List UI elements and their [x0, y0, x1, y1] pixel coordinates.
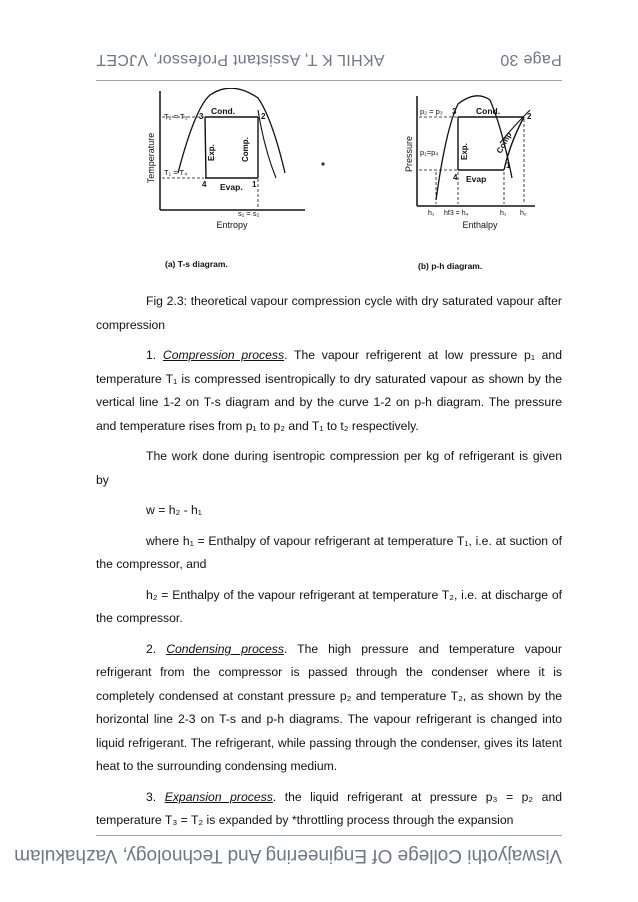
ph-ylabel: Pressure — [404, 135, 414, 173]
para-where: where h₁ = Enthalpy of vapour refrigerant at temperature T₁, i.e. at suction of the compressor, and — [96, 533, 562, 571]
ts-exp-label: Exp. — [207, 144, 216, 161]
header-page-number: Page 30 — [500, 51, 562, 68]
ts-cond-label: Cond. — [211, 106, 236, 116]
ph-label-p1p4: p₁=p₄ — [420, 148, 439, 157]
ph-hf3h4-label: hf3 = h₄ — [444, 210, 469, 217]
ph-point-4: 4 — [453, 173, 458, 182]
ts-diagram — [146, 88, 305, 269]
ph-h2-label: h₂ — [520, 210, 527, 217]
diagram-svg — [140, 88, 550, 273]
para-compression — [96, 344, 562, 438]
ph-comp-label: Comp — [494, 130, 514, 155]
footer-college: Viswajyothi College Of Engineering And Technology, Vazhakulam — [14, 845, 562, 866]
ts-point-4: 4 — [202, 180, 207, 189]
para-condensing — [96, 638, 562, 779]
ph-point-2: 2 — [527, 112, 532, 121]
cycle-figure — [140, 88, 550, 273]
ph-cond-label: Cond. — [476, 106, 501, 116]
para-condensing-title: Condensing process — [166, 641, 284, 656]
ts-caption: (a) T-s diagram. — [165, 259, 228, 269]
ts-point-1: 1 — [252, 180, 257, 189]
para-expansion — [96, 786, 562, 833]
ts-s1s2-label: s₁ = s₂ — [238, 209, 260, 218]
para-compression-num: 1. — [146, 348, 157, 362]
ph-xlabel: Enthalpy — [462, 220, 498, 230]
ts-saturation-dome — [178, 88, 285, 173]
page-footer — [14, 835, 562, 878]
ph-caption: (b) p-h diagram. — [418, 261, 483, 271]
ph-point-1: 1 — [506, 161, 511, 170]
ts-ylabel: Temperature — [146, 132, 156, 184]
para-expansion-title: Expansion process — [164, 789, 273, 804]
stray-dot — [321, 162, 324, 165]
para-h2-def: h₂ = Enthalpy of the vapour refrigerant at temperature T₂, i.e. at discharge of the compressor. — [96, 587, 562, 625]
ph-evap-label: Evap — [466, 174, 487, 184]
ph-h1-label: h₁ — [428, 210, 435, 217]
ts-comp-label: Comp. — [241, 137, 250, 162]
ph-label-p2p3: p₂ = p₃ — [420, 107, 443, 116]
ph-h1b-label: h₁ — [500, 210, 507, 217]
ts-line-3-4 — [205, 117, 206, 178]
ph-point-3: 3 — [452, 107, 457, 116]
para-condensing-body: . The high pressure and temperature vapour refrigerant from the compressor is passed through the condenser where it is completely condensed at constant pressure p₂ and temperature T₂, as shown by the horizontal line 2-3 on T-s and p-h diagrams. The vapour refrigerant is changed into liquid refrigerant. The refrigerant, while passing through the condenser, gives its latent heat to the surrounding condensing medium. — [96, 641, 562, 773]
para-work: The work done during isentropic compression per kg of refrigerant is given by — [96, 449, 562, 487]
ts-xlabel: Entropy — [216, 220, 248, 230]
para-condensing-num: 2. — [146, 641, 157, 656]
body-text — [96, 290, 562, 840]
para-compression-title: Compression process — [162, 348, 285, 362]
para-expansion-num: 3. — [146, 789, 157, 804]
ts-evap-label: Evap. — [220, 182, 243, 192]
para-expansion-body: . the liquid refrigerant at pressure p₃ = p₂ and temperature T₃ = T₂ is expanded by *throttling process through the expansion — [96, 789, 562, 827]
figure-caption: Fig 2.3: theoretical vapour compression cycle with dry saturated vapour after compression — [96, 294, 562, 332]
equation: w = h₂ - h₁ — [146, 503, 202, 517]
ts-label-t2t3: T₂ = T₃ — [164, 112, 188, 121]
para-compression-body: . The vapour refrigerent at low pressure p₁ and temperature T₁ is compressed isentropically to dry saturated vapour as shown by the vertical line 1-2 on T-s diagram and by the curve 1-2 on p-h diagram. The pressure and temperature rises from p₁ to p₂ and T₁ to t₂ respectively. — [96, 348, 562, 433]
ts-point-2: 2 — [261, 112, 266, 121]
ph-diagram — [404, 96, 535, 271]
ts-label-t1t4: T₁ = T₄ — [164, 168, 188, 177]
header-author: AKHIL K T, Assistant Professor, VJCET — [96, 51, 385, 68]
page-header — [96, 44, 562, 81]
ts-point-3: 3 — [199, 112, 204, 121]
ph-exp-label: Exp. — [460, 143, 469, 160]
